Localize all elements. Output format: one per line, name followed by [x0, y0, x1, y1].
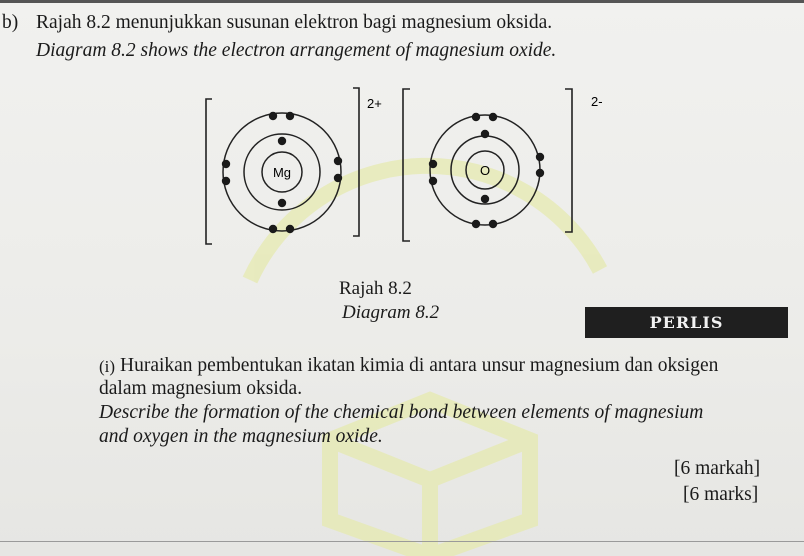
question-label: b): [2, 12, 19, 33]
question-text-malay: Rajah 8.2 menunjukkan susunan elektron bagi magnesium oksida.: [36, 12, 553, 33]
o-symbol: O: [479, 163, 491, 178]
mg-charge: 2+: [367, 96, 382, 111]
o-charge: 2-: [591, 94, 603, 109]
subquestion-text-malay-line1: Huraikan pembentukan ikatan kimia di antara unsur magnesium dan oksigen: [120, 355, 719, 376]
marks-english: [6 marks]: [683, 484, 759, 505]
diagram-caption-malay: Rajah 8.2: [339, 278, 412, 299]
diagram-caption-english: Diagram 8.2: [342, 302, 440, 323]
subquestion-text-malay-line2: dalam magnesium oksida.: [99, 378, 303, 399]
question-text-english: Diagram 8.2 shows the electron arrangement of magnesium oxide.: [36, 40, 557, 61]
mg-symbol: Mg: [272, 165, 292, 180]
subquestion-text-english-line2: and oxygen in the magnesium oxide.: [99, 426, 383, 447]
marks-malay: [6 markah]: [674, 458, 761, 479]
bottom-border: [0, 541, 804, 542]
state-badge: PERLIS: [585, 307, 788, 338]
subquestion-number: (i): [99, 357, 116, 376]
subquestion-text-english-line1: Describe the formation of the chemical bond between elements of magnesium: [99, 402, 704, 423]
